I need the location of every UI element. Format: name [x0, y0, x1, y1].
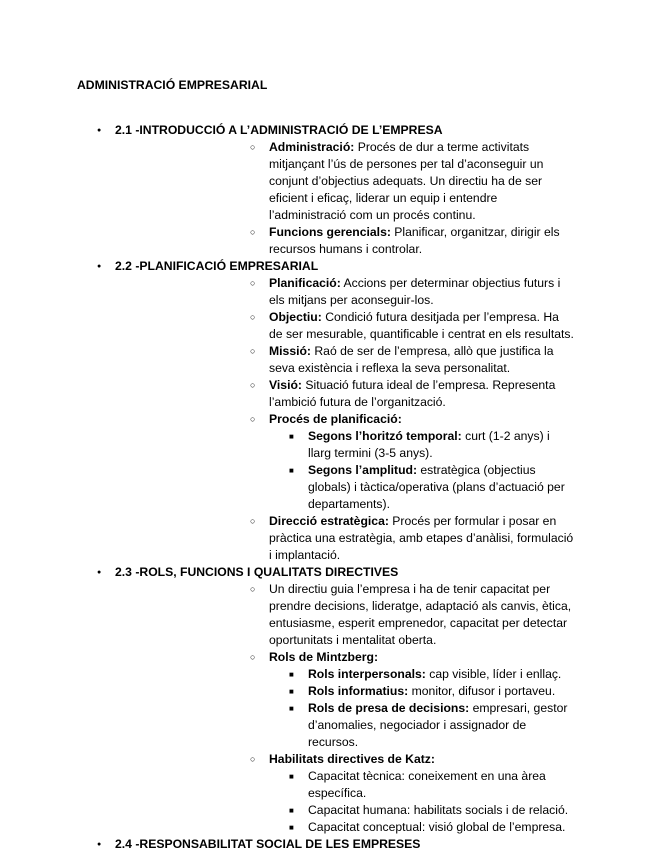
item-text: Planificar, organitzar, dirigir els recursos humans i controlar.: [269, 225, 560, 256]
outline-list: [0, 122, 655, 853]
list-item: [115, 581, 655, 649]
item-term: Rols interpersonals:: [308, 667, 426, 681]
item-term: Funcions gerencials:: [269, 225, 391, 239]
section-items: [115, 139, 655, 258]
section-2-3: [0, 564, 655, 836]
item-term: Rols de presa de decisions:: [308, 701, 470, 715]
item-text: Un directiu guia l’empresa i ha de tenir capacitat per prendre decisions, lideratge, adaptació als canvis, ètica, entusiasme, esperit emprenedor, capacitat per detectar oportunitats i mentalitat oberta.: [269, 582, 572, 647]
list-item: [115, 224, 655, 258]
item-term: Procés de planificació:: [269, 412, 402, 426]
list-item: [115, 513, 655, 564]
document-title: ADMINISTRACIÓ EMPRESARIAL: [77, 78, 268, 92]
item-text: Capacitat humana: habilitats socials i de relació.: [308, 803, 569, 817]
section-heading: ● 2.2 -PLANIFICACIÓ EMPRESARIAL: [115, 259, 319, 273]
item-text: Procés de dur a terme activitats mitjançant l’ús de persones per tal d’aconseguir un conjunt d’objectius adequats. Un directiu ha de ser eficient i eficaç, liderar un equip i entendre l’administració com un procés continu.: [269, 140, 544, 222]
section-heading: ● 2.4 -RESPONSABILITAT SOCIAL DE LES EMPRESES: [115, 837, 421, 851]
nested-list-item: [115, 819, 655, 836]
item-text: Procés per formular i posar en pràctica una estratègia, amb etapes d’anàlisi, formulació i implantació.: [269, 514, 574, 562]
item-term: Rols informatius:: [308, 684, 409, 698]
item-text: Situació futura ideal de l’empresa. Representa l’ambició futura de l’organització.: [269, 378, 556, 409]
section-heading: ● 2.1 -INTRODUCCIÓ A L’ADMINISTRACIÓ DE L’EMPRESA: [115, 123, 443, 137]
list-item: [115, 649, 655, 751]
nested-items: [115, 666, 655, 751]
item-text: Capacitat tècnica: coneixement en una àrea específica.: [308, 769, 546, 800]
item-text: monitor, difusor i portaveu.: [408, 684, 556, 698]
item-text: empresari, gestor d’anomalies, negociador i assignador de recursos.: [308, 701, 568, 749]
item-term: Segons l’amplitud:: [308, 463, 418, 477]
item-text: estratègica (objectius globals) i tàctica/operativa (plans d’actuació per departaments).: [308, 463, 565, 511]
item-term: Planificació:: [269, 276, 341, 290]
item-text: curt (1-2 anys) i llarg termini (3-5 anys).: [308, 429, 550, 460]
nested-list-item: [115, 666, 655, 683]
list-item: [115, 377, 655, 411]
list-item: [115, 751, 655, 836]
nested-list-item: [115, 462, 655, 513]
list-item: [115, 139, 655, 224]
item-text: Accions per determinar objectius futurs i els mitjans per aconseguir-los.: [269, 276, 561, 307]
item-text: Condició futura desitjada per l’empresa. Ha de ser mesurable, quantificable i centrat en els resultats.: [269, 310, 574, 341]
nested-list-item: [115, 768, 655, 802]
section-items: [115, 581, 655, 836]
nested-items: [115, 768, 655, 836]
section-2-1: [0, 122, 655, 258]
nested-list-item: [115, 700, 655, 751]
nested-list-item: [115, 683, 655, 700]
item-term: Habilitats directives de Katz:: [269, 752, 435, 766]
item-text: cap visible, líder i enllaç.: [425, 667, 562, 681]
item-term: Direcció estratègica:: [269, 514, 389, 528]
nested-items: [115, 428, 655, 513]
list-item: [115, 275, 655, 309]
item-text: Raó de ser de l’empresa, allò que justifica la seva existència i reflexa la seva personalitat.: [269, 344, 554, 375]
nested-list-item: [115, 428, 655, 462]
section-items: [115, 275, 655, 564]
section-2-4: [0, 836, 655, 853]
section-2-2: [0, 258, 655, 564]
item-term: Rols de Mintzberg:: [269, 650, 379, 664]
item-term: Objectiu:: [269, 310, 322, 324]
section-heading: ● 2.3 -ROLS, FUNCIONS I QUALITATS DIRECTIVES: [115, 565, 399, 579]
list-item: [115, 411, 655, 513]
nested-list-item: [115, 802, 655, 819]
item-term: Administració:: [269, 140, 355, 154]
item-term: Missió:: [269, 344, 311, 358]
item-term: Visió:: [269, 378, 302, 392]
item-text: Capacitat conceptual: visió global de l’empresa.: [308, 820, 566, 834]
list-item: [115, 309, 655, 343]
item-term: Segons l’horitzó temporal:: [308, 429, 462, 443]
list-item: [115, 343, 655, 377]
